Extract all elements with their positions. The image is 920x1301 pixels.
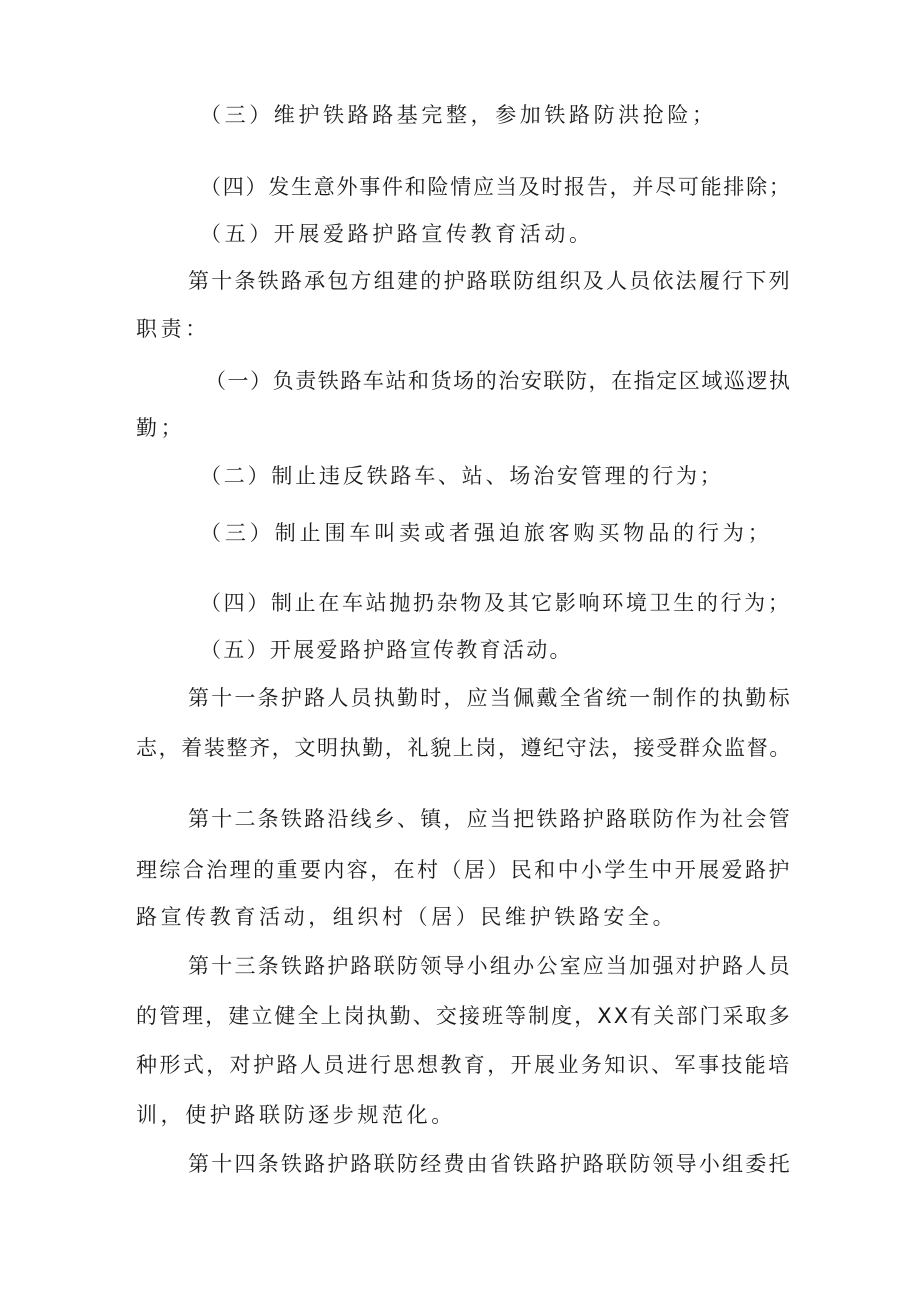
text-line: （二）制止违反铁路车、站、场治安管理的行为；: [200, 464, 724, 488]
text-line: 第十一条护路人员执勤时，应当佩戴全省统一制作的执勤标: [188, 686, 792, 710]
text-line: （三）维护铁路路基完整，参加铁路防洪抢险；: [200, 103, 717, 127]
text-line: （五）开展爱路护路宣传教育活动。: [200, 638, 573, 662]
text-line: （五）开展爱路护路宣传教育活动。: [200, 222, 594, 246]
text-line: （三）制止围车叫卖或者强迫旅客购买物品的行为；: [200, 521, 773, 545]
text-line: 职责：: [136, 317, 210, 341]
text-line: 的管理，建立健全上岗执勤、交接班等制度，XX有关部门采取多: [136, 1004, 792, 1028]
text-line: 种形式，对护路人员进行思想教育，开展业务知识、军事技能培: [136, 1053, 792, 1077]
text-line: （一）负责铁路车站和货场的治安联防，在指定区域巡逻执: [205, 369, 792, 393]
text-line: 第十四条铁路护路联防经费由省铁路护路联防领导小组委托: [188, 1152, 792, 1176]
text-line: （四）发生意外事件和险情应当及时报告，并尽可能排除；: [200, 175, 792, 199]
text-line: 志，着装整齐，文明执勤，礼貌上岗，遵纪守法，接受群众监督。: [136, 736, 792, 760]
text-line: 训，使护路联防逐步规范化。: [136, 1103, 456, 1127]
text-line: 路宣传教育活动，组织村（居）民维护铁路安全。: [136, 905, 678, 929]
text-line: 第十三条铁路护路联防领导小组办公室应当加强对护路人员: [188, 954, 792, 978]
text-line: 理综合治理的重要内容，在村（居）民和中小学生中开展爱路护: [136, 858, 792, 882]
text-line: 第十二条铁路沿线乡、镇，应当把铁路护路联防作为社会管: [188, 807, 792, 831]
text-line: 第十条铁路承包方组建的护路联防组织及人员依法履行下列: [188, 269, 792, 293]
text-line: （四）制止在车站抛扔杂物及其它影响环境卫生的行为；: [200, 591, 792, 615]
text-line: 勤；: [136, 416, 186, 440]
